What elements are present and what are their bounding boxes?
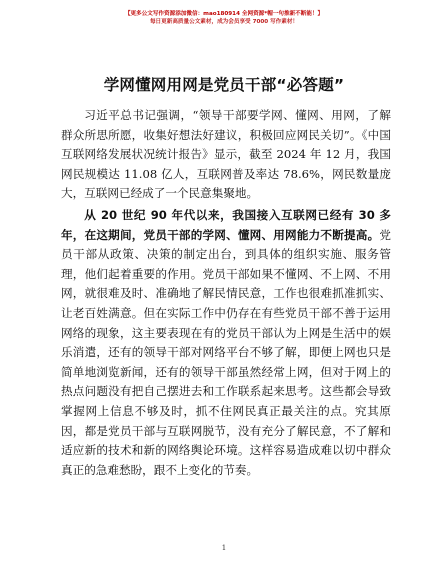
- paragraph-2-bold-lead: 从 20 世纪 90 年代以来，我国接入互联网已经有 30 多年，在这期间，党员干部的学网、懂网、用网能力不断提高。: [61, 207, 391, 242]
- paragraph-2-body: 党员干部从政策、决策的制定出台，到具体的组织实施、服务管理，他们起着重要的作用。党员干部如果不懂网、不上网、不用网，就很难及时、准确地了解民情民意，工作也很难抓准抓实、让老百姓满意。但在实际工作中仍存在有些党员干部不善于运用网络的现象，这主要表现在有的党员干部认为上网是生活中的娱乐消遣，还有的领导干部对网络平台不够了解，即便上网也只是简单地浏览新闻，还有的领导干部虽然经常上网，但对于网上的热点问题没有把自己摆进去和工作联系起来思考。这些都会导致掌握网上信息不够及时，抓不住网民真正最关注的点。究其原因，都是党员干部与互联网脱节，没有充分了解民意，不了解和适应新的技术和新的网络舆论环境。这样容易造成难以切中群众真正的急难愁盼，跟不上变化的节奏。: [61, 227, 391, 477]
- page-number: 1: [221, 544, 227, 552]
- document-title: 学网懂网用网是党员干部“必答题”: [103, 76, 345, 94]
- promo-banner-line-2: 每日更新高质量公文素材，成为会员享受 7000 写作素材！: [149, 19, 299, 25]
- paragraph-2: [61, 206, 391, 480]
- paragraph-1: 习近平总书记强调，“领导干部要学网、懂网、用网，了解群众所思所愿，收集好想法好建议，积极回应网民关切”。《中国互联网络发展状况统计报告》显示，截至 2024 年 12 月，我国网民规模达 11.08 亿人，互联网普及率达 78.6%，网民数量庞大，互联网已经成了一个民意集聚地。: [61, 108, 391, 201]
- document-body: [61, 106, 391, 480]
- promo-banner-line-1: 【更多公文写作资源添加微信：mao180914 全网资源*帽一句推新不断能！】: [124, 11, 324, 17]
- promo-banner: [100, 10, 348, 26]
